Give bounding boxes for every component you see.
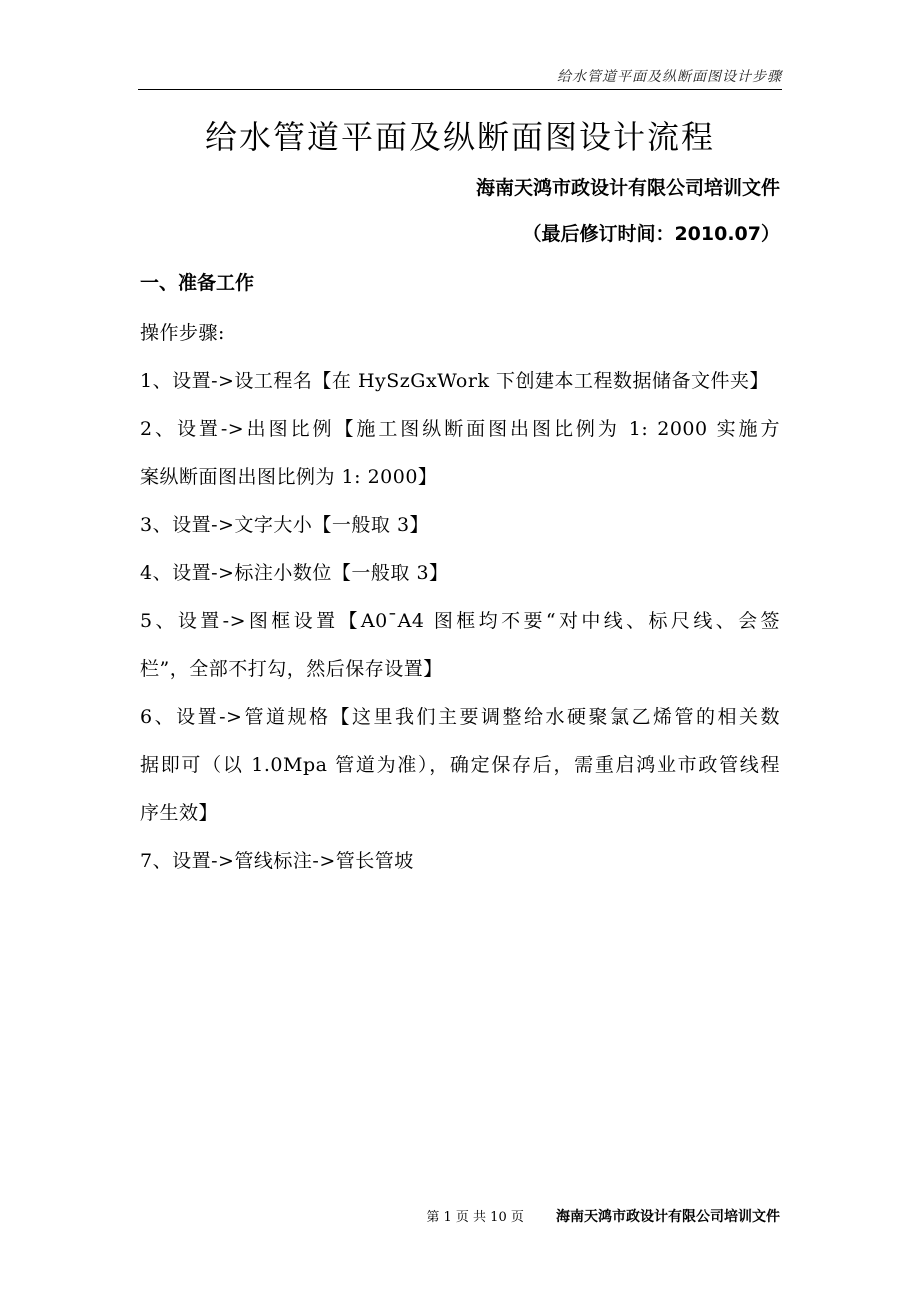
page-number: 第 1 页 共 10 页 bbox=[426, 1210, 524, 1225]
step-6-line-3: 序生效】 bbox=[140, 802, 219, 824]
step-2-line-1: 2、设置->出图比例【施工图纵断面图出图比例为 1: 2000 实施方 bbox=[140, 418, 780, 440]
revision-date: （最后修订时间：2010.07） bbox=[522, 223, 780, 245]
running-header: 给水管道平面及纵断面图设计步骤 bbox=[557, 69, 782, 85]
page-footer bbox=[426, 1206, 780, 1226]
footer-organization: 海南天鸿市政设计有限公司培训文件 bbox=[556, 1209, 780, 1225]
document-title: 给水管道平面及纵断面图设计流程 bbox=[204, 118, 715, 156]
steps-intro: 操作步骤: bbox=[140, 322, 225, 344]
section-heading: 一、准备工作 bbox=[140, 272, 255, 294]
step-3: 3、设置->文字大小【一般取 3】 bbox=[140, 514, 430, 536]
step-6-line-1: 6、设置->管道规格【这里我们主要调整给水硬聚氯乙烯管的相关数 bbox=[140, 706, 780, 728]
step-1: 1、设置->设工程名【在 HySzGxWork 下创建本工程数据储备文件夹】 bbox=[140, 370, 770, 392]
step-7: 7、设置->管线标注->管长管坡 bbox=[140, 850, 414, 872]
step-4: 4、设置->标注小数位【一般取 3】 bbox=[140, 562, 449, 584]
step-2-line-2: 案纵断面图出图比例为 1: 2000】 bbox=[140, 466, 438, 488]
step-5-line-1: 5、设置->图框设置【A0ˉA4 图框均不要“对中线、标尺线、会签 bbox=[140, 610, 780, 632]
step-6-line-2: 据即可（以 1.0Mpa 管道为准），确定保存后，需重启鸿业市政管线程 bbox=[140, 754, 780, 776]
organization-line: 海南天鸿市政设计有限公司培训文件 bbox=[475, 177, 780, 199]
step-5-line-2: 栏”，全部不打勾，然后保存设置】 bbox=[140, 658, 443, 680]
header-divider bbox=[138, 89, 782, 90]
